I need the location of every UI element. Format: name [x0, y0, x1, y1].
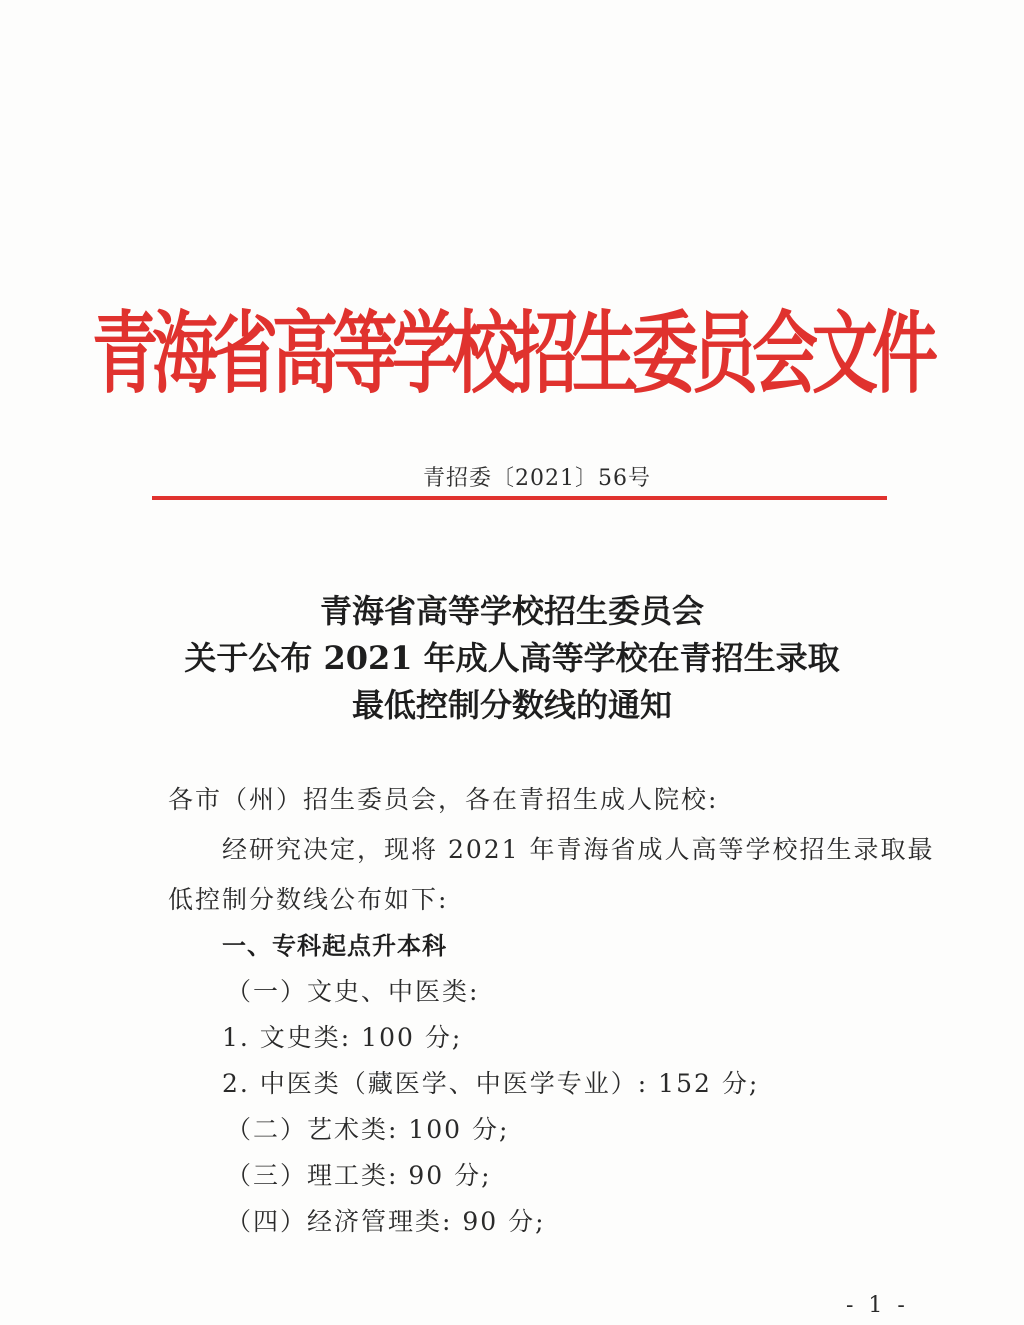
issuer-red-heading: 青海省高等学校招生委员会文件: [92, 300, 932, 407]
notice-title-line-2: 关于公布 2021 年成人高等学校在青招生录取: [184, 639, 840, 677]
list-item-science-score: （三）理工类: 90 分;: [226, 1161, 492, 1190]
notice-title-line-3: 最低控制分数线的通知: [351, 686, 672, 724]
list-item-humanities-score: 1. 文史类: 100 分;: [222, 1023, 463, 1052]
page-number: - 1 -: [846, 1293, 909, 1318]
red-divider-line: [152, 496, 887, 500]
list-item-tcm-score: 2. 中医类（藏医学、中医学专业）: 152 分;: [222, 1069, 760, 1098]
document-number: 青招委〔2021〕56号: [423, 466, 651, 491]
list-item-economics-score: （四）经济管理类: 90 分;: [226, 1207, 546, 1236]
notice-title-line-1: 青海省高等学校招生委员会: [319, 592, 704, 630]
intro-paragraph-line-2: 低控制分数线公布如下:: [168, 885, 449, 914]
list-item-arts-score: （二）艺术类: 100 分;: [226, 1115, 510, 1144]
section-heading-upgrade: 一、专科起点升本科: [222, 932, 447, 960]
addressee: 各市（州）招生委员会，各在青招生成人院校:: [168, 785, 719, 814]
notice-title: [0, 588, 1024, 729]
intro-paragraph-line-1: 经研究决定，现将 2021 年青海省成人高等学校招生录取最: [222, 835, 935, 864]
list-item-category-1: （一）文史、中医类:: [226, 977, 480, 1006]
